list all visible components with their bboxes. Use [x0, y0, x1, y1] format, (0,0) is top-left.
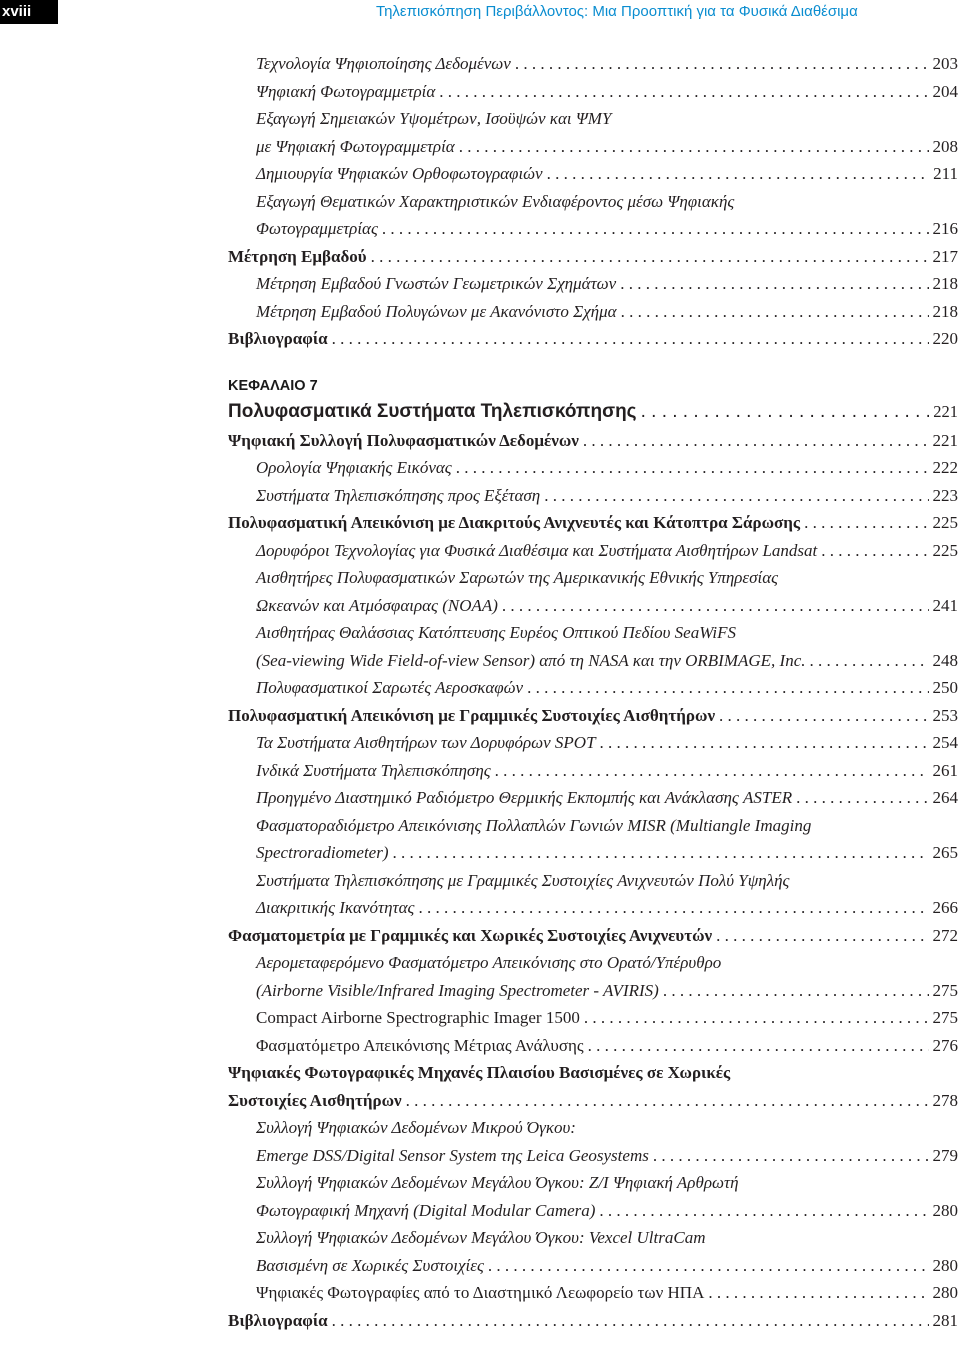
- toc-entry[interactable]: [228, 702, 958, 730]
- toc-entry-page: 204: [932, 81, 958, 101]
- toc-entry-text: (Sea-viewing Wide Field-of-view Sensor) από τη NASA και την ORBIMAGE, Inc.: [256, 650, 806, 670]
- page-number: xviii: [0, 0, 58, 24]
- leader-dots: [456, 454, 929, 482]
- toc-entry-text: Πολυφασματική Απεικόνιση με Γραμμικές Συστοιχίες Αισθητήρων: [228, 705, 716, 725]
- leader-dots: [544, 482, 928, 510]
- toc-entry-text: Εξαγωγή Θεματικών Χαρακτηριστικών Ενδιαφέροντος μέσω Ψηφιακής: [256, 191, 735, 211]
- toc-entry[interactable]: [228, 1279, 958, 1307]
- toc-entry[interactable]: [228, 325, 958, 353]
- toc-entry-text: Μέτρηση Εμβαδού Γνωστών Γεωμετρικών Σχημάτων: [256, 274, 617, 293]
- page-header: [0, 0, 960, 24]
- toc-entry[interactable]: [228, 270, 958, 298]
- toc-entry-line: [228, 270, 958, 298]
- toc-entry-page: 218: [932, 274, 958, 293]
- leader-dots: [641, 397, 930, 427]
- toc-entry-text: Ψηφιακές Φωτογραφίες από το Διαστημικό Λεωφορείο των ΗΠΑ: [256, 1283, 705, 1302]
- toc-entry-text: με Ψηφιακή Φωτογραμμετρία: [256, 136, 455, 156]
- toc-entry-text: Διακριτικής Ικανότητας: [256, 898, 415, 917]
- toc-entry-page: 275: [932, 980, 958, 1000]
- toc-entry-page: 217: [932, 246, 958, 266]
- toc-entry-text: Εξαγωγή Σημειακών Υψομέτρων, Ισοϋψών και ΨΜΥ: [256, 109, 612, 128]
- leader-dots: [584, 1004, 929, 1032]
- toc-entry-text: Αισθητήρας Θαλάσσιας Κατόπτευσης Ευρέος Οπτικού Πεδίου SeaWiFS: [256, 623, 737, 642]
- toc-entry-line: [228, 1307, 958, 1335]
- toc-entry-text: Ψηφιακή Συλλογή Πολυφασματικών Δεδομένων: [228, 430, 579, 450]
- toc-entry-page: 266: [932, 898, 958, 917]
- toc-entry[interactable]: [228, 564, 958, 619]
- toc-entry[interactable]: [228, 867, 958, 922]
- leader-dots: [488, 1252, 929, 1280]
- toc-entry-text: Ορολογία Ψηφιακής Εικόνας: [256, 458, 452, 477]
- toc-entry-line: [228, 812, 958, 840]
- toc-entry-line: [228, 1087, 958, 1115]
- toc-entry-text: Βιβλιογραφία: [228, 329, 328, 348]
- toc-entry-page: 278: [932, 1090, 958, 1110]
- toc-entry-text: Δορυφόροι Τεχνολογίας για Φυσικά Διαθέσιμα και Συστήματα Αισθητήρων Landsat: [256, 540, 818, 560]
- toc-entry[interactable]: [228, 105, 958, 160]
- leader-dots: [583, 427, 929, 455]
- leader-dots: [653, 1142, 929, 1170]
- toc-entry-text: Compact Airborne Spectrographic Imager 1500: [256, 1008, 580, 1027]
- toc-entry-page: 222: [932, 458, 958, 477]
- toc-section-chapter-7: [228, 427, 958, 1335]
- leader-dots: [620, 270, 928, 298]
- toc-entry-text: Emerge DSS/Digital Sensor System της Leica Geosystems: [256, 1145, 649, 1165]
- toc-entry[interactable]: [228, 812, 958, 867]
- toc-entry[interactable]: [228, 922, 958, 950]
- toc-entry[interactable]: [228, 427, 958, 455]
- leader-dots: [663, 977, 929, 1005]
- toc-entry-line: [228, 105, 958, 133]
- toc-entry-page: 253: [932, 705, 958, 725]
- toc-entry-page: 280: [932, 1200, 958, 1220]
- toc-entry-page: 223: [932, 485, 958, 505]
- toc-entry[interactable]: [228, 949, 958, 1004]
- toc-entry-text: Αισθητήρες Πολυφασματικών Σαρωτών της Αμερικανικής Εθνικής Υπηρεσίας: [256, 568, 779, 587]
- toc-entry-line: [228, 1142, 958, 1170]
- toc-entry-line: [228, 1279, 958, 1307]
- toc-entry-page: 208: [932, 136, 958, 156]
- toc-entry-text: Συστήματα Τηλεπισκόπησης προς Εξέταση: [256, 485, 541, 505]
- toc-entry-text: Προηγμένο Διαστημικό Ραδιόμετρο Θερμικής Εκπομπής και Ανάκλασης ASTER: [256, 788, 793, 807]
- toc-entry-text: Συστοιχίες Αισθητήρων: [228, 1090, 402, 1110]
- toc-entry-line: [228, 674, 958, 702]
- toc-entry-line: [228, 839, 958, 867]
- leader-dots: [495, 757, 929, 785]
- toc-entry-line: [228, 427, 958, 455]
- toc-entry-line: [228, 1224, 958, 1252]
- leader-dots: [600, 729, 929, 757]
- toc-entry[interactable]: [228, 1307, 958, 1335]
- toc-entry-line: [228, 509, 958, 537]
- toc-entry-text: Ψηφιακή Φωτογραμμετρία: [256, 81, 436, 101]
- toc-entry[interactable]: [228, 757, 958, 785]
- toc-entry[interactable]: [228, 78, 958, 106]
- toc-entry-text: Φασματομετρία με Γραμμικές και Χωρικές Συστοιχίες Ανιχνευτών: [228, 925, 713, 945]
- leader-dots: [502, 592, 929, 620]
- toc-entry-page: 225: [932, 540, 958, 560]
- toc-entry-line: [228, 729, 958, 757]
- leader-dots: [708, 1279, 928, 1307]
- leader-dots: [332, 325, 929, 353]
- leader-dots: [719, 702, 928, 730]
- leader-dots: [406, 1087, 929, 1115]
- leader-dots: [371, 243, 929, 271]
- toc-entry-line: [228, 188, 958, 216]
- toc-entry-line: [228, 619, 958, 647]
- toc-entry[interactable]: [228, 50, 958, 78]
- toc-entry-line: [228, 1059, 958, 1087]
- toc-entry-page: 221: [932, 430, 958, 450]
- toc-entry-page: 254: [932, 733, 958, 752]
- toc-entry[interactable]: [228, 1224, 958, 1279]
- toc-entry-text: Μέτρηση Εμβαδού: [228, 246, 367, 266]
- toc-entry-page: 220: [932, 329, 958, 348]
- toc-entry[interactable]: [228, 784, 958, 812]
- toc-entry-page: 261: [932, 760, 958, 780]
- toc-entry-text: Φασματοραδιόμετρο Απεικόνισης Πολλαπλών Γωνιών MISR (Multiangle Imaging: [256, 815, 812, 835]
- toc-entry-line: [228, 215, 958, 243]
- chapter-label: ΚΕΦΑΛΑΙΟ 7: [228, 377, 318, 394]
- toc-entry[interactable]: [228, 619, 958, 674]
- toc-entry-line: [228, 977, 958, 1005]
- toc-entry-text: Ινδικά Συστήματα Τηλεπισκόπησης: [256, 760, 491, 780]
- toc-entry-text: Δημιουργία Ψηφιακών Ορθοφωτογραφιών: [256, 164, 543, 183]
- toc-entry-line: [228, 482, 958, 510]
- toc-section-previous: [228, 50, 958, 353]
- toc-entry-text: Συλλογή Ψηφιακών Δεδομένων Μικρού Όγκου:: [256, 1118, 576, 1137]
- toc-entry[interactable]: [228, 1169, 958, 1224]
- toc-entry-text: Συστήματα Τηλεπισκόπησης με Γραμμικές Συστοιχίες Ανιχνευτών Πολύ Υψηλής: [256, 870, 790, 890]
- toc-entry-page: 279: [932, 1145, 958, 1165]
- leader-dots: [804, 509, 928, 537]
- toc-entry[interactable]: [228, 454, 958, 482]
- toc-entry-line: [228, 1004, 958, 1032]
- toc-entry[interactable]: [228, 509, 958, 537]
- toc-entry-page: 275: [932, 1008, 958, 1027]
- toc-entry-line: [228, 133, 958, 161]
- toc-entry-line: [228, 949, 958, 977]
- toc-entry-page: 272: [932, 925, 958, 945]
- leader-dots: [796, 784, 928, 812]
- toc-entry-page: 203: [932, 54, 958, 73]
- toc-entry-line: [228, 160, 958, 188]
- toc-entry-text: Βιβλιογραφία: [228, 1310, 328, 1330]
- leader-dots: [716, 922, 928, 950]
- toc-entry-text: Τα Συστήματα Αισθητήρων των Δορυφόρων SPOT: [256, 733, 596, 752]
- toc-entry-line: [228, 243, 958, 271]
- toc-entry-page: 248: [932, 650, 958, 670]
- toc-entry-line: [228, 298, 958, 326]
- toc-entry-line: [228, 1169, 958, 1197]
- leader-dots: [393, 839, 929, 867]
- toc-entry-page: 250: [932, 678, 958, 697]
- toc-entry[interactable]: [228, 298, 958, 326]
- toc-entry-line: [228, 1114, 958, 1142]
- chapter-title-entry[interactable]: [228, 397, 958, 427]
- toc-entry-text: (Airborne Visible/Infrared Imaging Spectrometer - AVIRIS): [256, 980, 659, 1000]
- toc-entry-text: Πολυφασματικοί Σαρωτές Αεροσκαφών: [256, 678, 524, 697]
- toc-entry[interactable]: [228, 1004, 958, 1032]
- toc-entry-text: Ψηφιακές Φωτογραφικές Μηχανές Πλαισίου Βασισμένες σε Χωρικές: [228, 1063, 731, 1082]
- toc-entry-text: Αερομεταφερόμενο Φασματόμετρο Απεικόνισης στο Ορατό/Υπέρυθρο: [256, 953, 722, 972]
- toc-entry-text: Φωτογραφική Μηχανή (Digital Modular Camera): [256, 1200, 596, 1220]
- toc-entry-text: Βασισμένη σε Χωρικές Συστοιχίες: [256, 1255, 484, 1275]
- leader-dots: [459, 133, 929, 161]
- toc-entry[interactable]: [228, 729, 958, 757]
- leader-dots: [621, 298, 929, 326]
- toc-entry-text: Συλλογή Ψηφιακών Δεδομένων Μεγάλου Όγκου: Z/I Ψηφιακή Αρθρωτή: [256, 1173, 739, 1192]
- toc-entry-line: [228, 922, 958, 950]
- leader-dots: [547, 160, 930, 188]
- toc-entry-line: [228, 592, 958, 620]
- toc-entry-line: [228, 702, 958, 730]
- running-title: Τηλεπισκόπηση Περιβάλλοντος: Μια Προοπτική για τα Φυσικά Διαθέσιμα: [376, 3, 858, 20]
- leader-dots: [599, 1197, 928, 1225]
- toc-entry-text: Ωκεανών και Ατμόσφαιρας (NOAA): [256, 595, 498, 615]
- toc-entry-line: [228, 757, 958, 785]
- toc-entry-line: [228, 647, 958, 675]
- chapter-title: Πολυφασματικά Συστήματα Τηλεπισκόπησης: [228, 400, 637, 422]
- toc-entry-line: [228, 894, 958, 922]
- toc-entry-text: Μέτρηση Εμβαδού Πολυγώνων με Ακανόνιστο Σχήμα: [256, 301, 617, 321]
- toc-entry[interactable]: [228, 243, 958, 271]
- toc-entry-page: 281: [932, 1310, 958, 1330]
- toc-entry-page: 241: [932, 595, 958, 615]
- toc-entry-page: 265: [932, 843, 958, 862]
- toc-entry-page: 225: [932, 513, 958, 532]
- toc-entry-line: [228, 50, 958, 78]
- toc-entry-line: [228, 537, 958, 565]
- toc-entry-page: 280: [932, 1283, 958, 1302]
- toc-entry-page: 211: [933, 164, 958, 183]
- table-of-contents: [228, 50, 958, 1334]
- toc-entry-page: 218: [932, 301, 958, 321]
- leader-dots: [382, 215, 929, 243]
- leader-dots: [515, 50, 929, 78]
- toc-entry[interactable]: [228, 537, 958, 565]
- toc-entry[interactable]: [228, 1114, 958, 1169]
- toc-entry-page: 264: [932, 788, 958, 807]
- toc-entry-page: 276: [932, 1035, 958, 1055]
- toc-entry-page: 216: [932, 219, 958, 238]
- toc-entry[interactable]: [228, 1059, 958, 1114]
- toc-entry[interactable]: [228, 160, 958, 188]
- toc-entry-line: [228, 78, 958, 106]
- toc-entry-line: [228, 1032, 958, 1060]
- toc-entry[interactable]: [228, 482, 958, 510]
- toc-entry[interactable]: [228, 1032, 958, 1060]
- leader-dots: [439, 78, 928, 106]
- toc-entry-text: Τεχνολογία Ψηφιοποίησης Δεδομένων: [256, 54, 511, 73]
- leader-dots: [418, 894, 928, 922]
- toc-entry[interactable]: [228, 674, 958, 702]
- toc-entry[interactable]: [228, 188, 958, 243]
- leader-dots: [527, 674, 928, 702]
- leader-dots: [821, 537, 928, 565]
- toc-entry-text: Συλλογή Ψηφιακών Δεδομένων Μεγάλου Όγκου: Vexcel UltraCam: [256, 1228, 706, 1247]
- toc-entry-line: [228, 325, 958, 353]
- toc-entry-text: Spectroradiometer): [256, 843, 389, 862]
- leader-dots: [810, 647, 929, 675]
- chapter-page: 221: [933, 401, 958, 421]
- toc-entry-line: [228, 454, 958, 482]
- toc-entry-text: Φωτογραμμετρίας: [256, 219, 378, 238]
- toc-entry-line: [228, 784, 958, 812]
- toc-entry-line: [228, 1197, 958, 1225]
- toc-entry-text: Φασματόμετρο Απεικόνισης Μέτριας Ανάλυσης: [256, 1035, 584, 1055]
- toc-entry-line: [228, 1252, 958, 1280]
- toc-entry-line: [228, 564, 958, 592]
- leader-dots: [332, 1307, 929, 1335]
- toc-entry-page: 280: [932, 1255, 958, 1275]
- leader-dots: [588, 1032, 929, 1060]
- toc-entry-text: Πολυφασματική Απεικόνιση με Διακριτούς Ανιχνευτές και Κάτοπτρα Σάρωσης: [228, 513, 801, 532]
- toc-entry-line: [228, 867, 958, 895]
